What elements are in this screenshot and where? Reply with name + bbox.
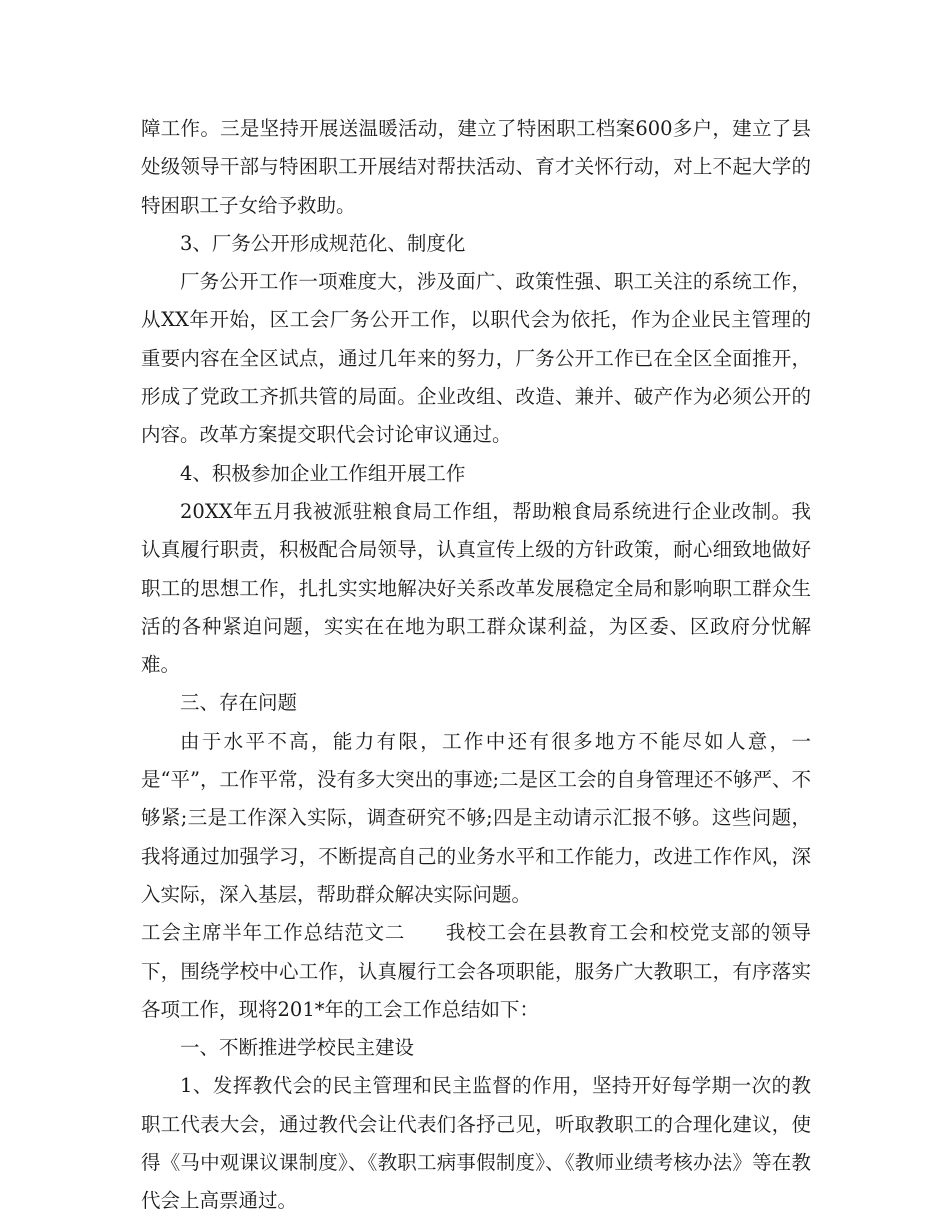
document-body (141, 110, 811, 1221)
paragraph-factory-affairs-openness: 厂务公开工作一项难度大，涉及面广、政策性强、职工关注的系统工作，从XX年开始，区工会厂务公开工作，以职代会为依托，作为企业民主管理的重要内容在全区试点，通过几年来的努力，厂务公开工作已在全区全面推开，形成了党政工齐抓共管的局面。企业改组、改造、兼并、破产作为必须公开的内容。改革方案提交职代会讨论审议通过。 (141, 270, 811, 447)
heading-factory-affairs-openness: 3、厂务公开形成规范化、制度化 (180, 231, 466, 255)
paragraph-existing-problems: 由于水平不高，能力有限，工作中还有很多地方不能尽如人意，一是“平”，工作平常，没有多大突出的事迹;二是区工会的自身管理还不够严、不够紧;三是工作深入实际，调查研究不够;四是主动请示汇报不够。这些问题，我将通过加强学习，不断提高自己的业务水平和工作能力，改进工作作风，深入实际，深入基层，帮助群众解决实际问题。 (141, 729, 812, 906)
paragraph-teachers-congress: 1、发挥教代会的民主管理和民主监督的作用，坚持开好每学期一次的教职工代表大会，通过教代会让代表们各抒己见，听取教职工的合理化建议，使得《马中观课议课制度》、《教职工病事假制度》、《教师业绩考核办法》等在教代会上高票通过。 (141, 1074, 811, 1213)
heading-enterprise-work-group: 4、积极参加企业工作组开展工作 (180, 461, 466, 485)
heading-existing-problems: 三、存在问题 (180, 691, 298, 715)
paragraph-welfare-continued: 障工作。三是坚持开展送温暖活动，建立了特困职工档案600多户，建立了县处级领导干部与特困职工开展结对帮扶活动、育才关怀行动，对上不起大学的特困职工子女给予救助。 (141, 117, 811, 217)
heading-school-democracy: 一、不断推进学校民主建设 (180, 1036, 415, 1060)
paragraph-sample-two-intro: 工会主席半年工作总结范文二 我校工会在县教育工会和校党支部的领导下，围绕学校中心工作，认真履行工会各项职能，服务广大教职工，有序落实各项工作，现将201*年的工会工作总结如下： (141, 921, 811, 1021)
paragraph-enterprise-work-group: 20XX年五月我被派驻粮食局工作组，帮助粮食局系统进行企业改制。我认真履行职责，积极配合局领导，认真宣传上级的方针政策，耐心细致地做好职工的思想工作，扎扎实实地解决好关系改革发展稳定全局和影响职工群众生活的各种紧迫问题，实实在在地为职工群众谋利益，为区委、区政府分忧解难。 (141, 499, 811, 677)
